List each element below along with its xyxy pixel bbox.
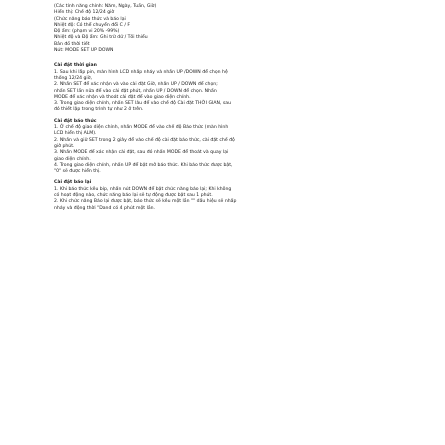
section-line: nhấn SET lần nữa để vào cài đặt phút, nhấn UP / DOWN để chọn. Nhấn — [54, 88, 217, 94]
intro-line: Nhiệt độ và Độ ẩm: Ghi trữ dữ / Tối thiểu — [54, 35, 148, 41]
section-line: 1. Sau khi lắp pin, màn hình LCD nhấp nháy và nhấn UP /DOWN để chọn hệ — [54, 69, 228, 75]
intro-line: Hiển thị: Chế độ 12/24 giờ — [54, 10, 115, 16]
section-line: giao diện chính. — [54, 156, 91, 162]
intro-line: Nhiệt độ: Có thể chuyển đổi C / F — [54, 22, 130, 28]
intro-line: Bản đồ thời tiết — [54, 41, 90, 47]
section-line: nháy và động thời "Dand có 4 phút một lần. — [54, 205, 156, 211]
section-line: giờ phút. — [54, 143, 75, 149]
intro-line: Độ ẩm: (phạm vi 20% -99%) — [54, 29, 120, 35]
section-heading: Cài đặt báo lại — [54, 180, 92, 186]
intro-block — [54, 4, 445, 54]
section-line: có hoạt động nào, chức năng báo lại sẽ tự động được bật sau 1 phút. — [54, 193, 213, 199]
snooze-setting-section — [54, 180, 445, 211]
intro-line: (Các tính năng chính: Năm, Ngày, Tuần, Giờ) — [54, 4, 157, 9]
section-line: 2. Khi chức năng Báo lại được bật, báo thức sẽ kêu một lần "" dấu hiệu sẽ nhấp — [54, 199, 237, 205]
section-line: 3. Trong giao diện chính, nhấn SET lâu để vào chế độ Cài đặt THỜI GIAN, sau — [54, 101, 232, 107]
intro-line: (Chức năng báo thức và báo lại — [54, 16, 126, 22]
spacer — [54, 54, 445, 63]
section-line: "0" sẽ được hiển thị. — [54, 169, 101, 175]
section-line: MODE để xác nhận và thoát cài đặt để vào giao diện chính. — [54, 94, 191, 100]
section-line: 1. Ở chế độ giao diện chính, nhấn MODE để vào chế độ Báo thức (màn hình — [54, 125, 229, 131]
section-line: đó thiết lập trong trình tự như 2 ở trên. — [54, 107, 144, 113]
section-line: LCD hiển thị ALM). — [54, 131, 97, 137]
section-line: 3. Nhấn MODE để xác nhận cài đặt, sau đó nhấn MODE để thoát và quay lại — [54, 150, 229, 156]
section-line: 2. Nhấn và giữ SET trong 2 giây để vào chế độ cài đặt báo thức, cài đặt chế độ — [54, 137, 235, 143]
time-setting-section — [54, 63, 445, 113]
intro-line: Nút: MODE SET UP DOWN — [54, 48, 114, 54]
section-line: 4. Trong giao diện chính, nhấn UP để bật mở báo thức. Khi báo thức được bật, — [54, 162, 233, 168]
alarm-setting-section — [54, 119, 445, 176]
section-line: 1. Khi báo thức kêu bíp, nhấn nút DOWN để bật chức năng báo lại; Khi không — [54, 186, 232, 192]
section-heading: Cài đặt báo thức — [54, 118, 97, 124]
section-heading: Cài đặt thời gian — [54, 63, 97, 69]
section-line: thống 12/24 giờ, — [54, 75, 92, 81]
section-line: 2. Nhấn SET để xác nhận và vào cài đặt Giờ, nhấn UP / DOWN để chọn; — [54, 82, 218, 88]
